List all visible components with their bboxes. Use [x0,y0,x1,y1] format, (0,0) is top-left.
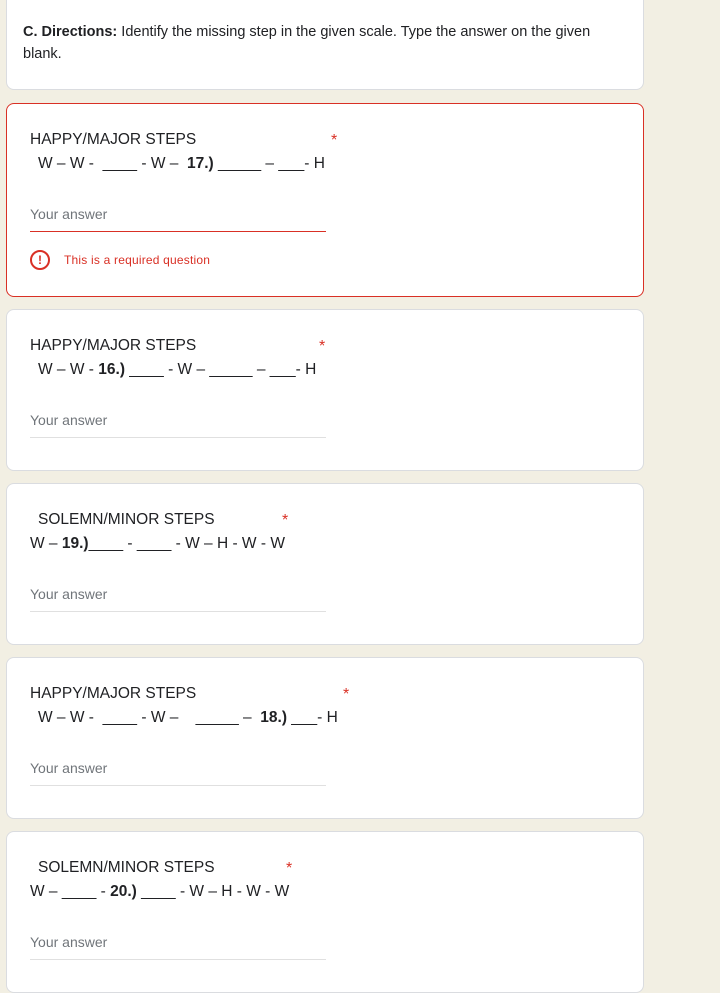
question-title: SOLEMN/MINOR STEPS [38,859,215,876]
question-scale [38,154,325,174]
scale-before: W – W - ____ - W – [38,155,187,172]
answer-input[interactable] [30,930,326,960]
scale-after: ___- H [286,709,338,726]
question-scale [30,882,289,902]
scale-before: W – W - [38,361,99,378]
item-number: 18.) [260,709,287,726]
answer-input[interactable] [30,756,326,786]
required-asterisk: * [282,512,289,529]
error-icon: ! [30,250,50,270]
error-message [30,249,210,271]
question-card-20 [6,831,644,993]
answer-input[interactable] [30,202,326,232]
question-title: SOLEMN/MINOR STEPS [38,511,215,528]
scale-before: W – ____ - [30,883,111,900]
directions-label: C. Directions: [23,24,118,40]
directions-text [23,21,613,65]
question-card-18 [6,657,644,819]
directions-card [6,0,644,90]
question-scale [30,534,285,554]
required-asterisk: * [331,132,338,149]
answer-input[interactable] [30,408,326,438]
question-title: HAPPY/MAJOR STEPS [30,337,197,354]
scale-before: W – W - ____ - W – _____ – [38,709,261,726]
required-asterisk: * [286,860,293,877]
question-scale [38,360,316,380]
question-scale [38,708,338,728]
required-asterisk: * [343,686,350,703]
error-text: This is a required question [64,253,211,267]
item-number: 20.) [110,883,137,900]
scale-after: ____ - W – _____ – ___- H [125,361,317,378]
answer-input[interactable] [30,582,326,612]
scale-after: ____ - W – H - W - W [136,883,290,900]
question-card-16 [6,309,644,471]
item-number: 16.) [98,361,125,378]
directions-body: Identify the missing step in the given scale. Type the answer on the given blank. [23,24,591,62]
item-number: 17.) [187,155,214,172]
scale-after: ____ - ____ - W – H - W - W [88,535,285,552]
question-card-19 [6,483,644,645]
question-title: HAPPY/MAJOR STEPS [30,685,197,702]
question-title: HAPPY/MAJOR STEPS [30,131,197,148]
required-asterisk: * [319,338,326,355]
scale-before: W – [30,535,62,552]
scale-after: _____ – ___- H [213,155,325,172]
question-card-17 [6,103,644,297]
item-number: 19.) [61,535,89,552]
